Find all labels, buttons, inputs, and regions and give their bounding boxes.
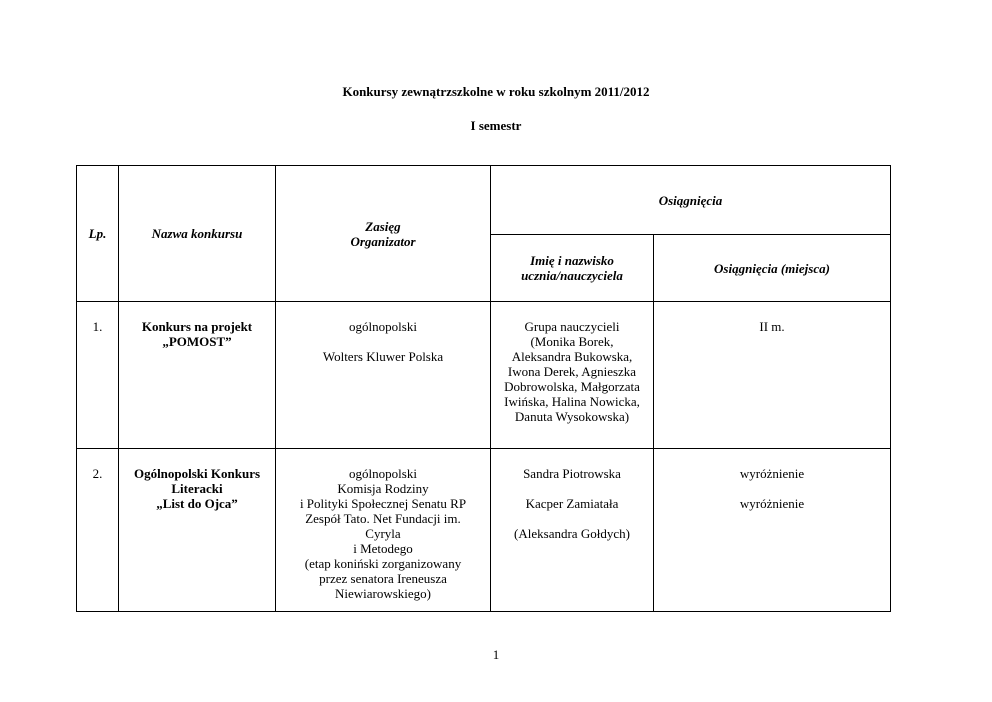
header-row	[77, 166, 891, 235]
row2-nazwa-line: „List do Ojca”	[156, 496, 238, 511]
row1-uczen-line: Iwińska, Halina Nowicka,	[504, 394, 640, 409]
row2-zasieg-line: ogólnopolski	[349, 466, 417, 481]
row2-miejsce-line: wyróżnienie	[739, 496, 805, 511]
row2-organizator-line: Komisja Rodziny	[337, 481, 429, 496]
row2-uczen-line: (Aleksandra Gołdych)	[514, 526, 630, 541]
table-row	[77, 449, 891, 612]
row1-uczen-line: Grupa nauczycieli	[524, 319, 620, 334]
row1-nazwa-line: Konkurs na projekt	[141, 319, 253, 334]
row1-miejsce-line: II m.	[759, 319, 785, 334]
header-imie-line1: Imię i nazwisko	[530, 253, 614, 268]
header-zasieg-line: Zasięg	[365, 218, 401, 234]
row1-nazwa	[119, 302, 276, 449]
row2-uczniowie	[491, 449, 654, 612]
header-organizator-line: Organizator	[350, 233, 416, 249]
row2-organizator-line: i Metodego	[353, 541, 413, 556]
row2-zasieg	[276, 449, 491, 612]
header-lp: Lp.	[77, 166, 119, 302]
row1-miejsca	[654, 302, 891, 449]
row2-lp: 2.	[77, 449, 119, 612]
row2-nazwa	[119, 449, 276, 612]
header-miejsca: Osiągnięcia (miejsca)	[654, 235, 891, 302]
row1-uczen-line: (Monika Borek,	[530, 334, 614, 349]
header-osiagniecia: Osiągnięcia	[491, 166, 891, 235]
row1-organizator-line: Wolters Kluwer Polska	[322, 349, 444, 364]
row1-uczen-line: Dobrowolska, Małgorzata	[504, 379, 640, 394]
row1-uczen-line: Iwona Derek, Agnieszka	[507, 364, 637, 379]
row1-zasieg-line: ogólnopolski	[349, 319, 417, 334]
row2-uczen-line: Sandra Piotrowska	[523, 466, 621, 481]
row2-miejsce-line: wyróżnienie	[739, 466, 805, 481]
row2-organizator-line: Cyryla	[365, 526, 401, 541]
header-nazwa: Nazwa konkursu	[119, 166, 276, 302]
row2-nazwa-line: Literacki	[171, 481, 223, 496]
row2-organizator-line: (etap koniński zorganizowany	[304, 556, 462, 571]
row1-uczen-line: Aleksandra Bukowska,	[511, 349, 633, 364]
header-zasieg	[276, 166, 491, 302]
table-row	[77, 302, 891, 449]
header-imie	[491, 235, 654, 302]
row2-nazwa-line: Ogólnopolski Konkurs	[133, 466, 261, 481]
semester-heading: I semestr	[470, 118, 522, 133]
row2-organizator-line: przez senatora Ireneusza	[319, 571, 447, 586]
row1-uczniowie	[491, 302, 654, 449]
row1-nazwa-line: „POMOST”	[162, 334, 232, 349]
row1-zasieg	[276, 302, 491, 449]
row2-uczen-line: Kacper Zamiatała	[525, 496, 619, 511]
row2-organizator-line: Niewiarowskiego)	[334, 586, 432, 601]
row2-organizator-line: Zespół Tato. Net Fundacji im.	[305, 511, 461, 526]
page-number: 1	[492, 647, 500, 662]
contests-table	[76, 165, 891, 612]
row1-uczen-line: Danuta Wysokowska)	[514, 409, 630, 424]
document-title: Konkursy zewnątrzszkolne w roku szkolnym 2011/2012	[342, 84, 650, 99]
row2-miejsca	[654, 449, 891, 612]
row1-lp: 1.	[77, 302, 119, 449]
header-imie-line2: ucznia/nauczyciela	[521, 268, 623, 283]
row2-organizator-line: i Polityki Społecznej Senatu RP	[299, 496, 467, 511]
